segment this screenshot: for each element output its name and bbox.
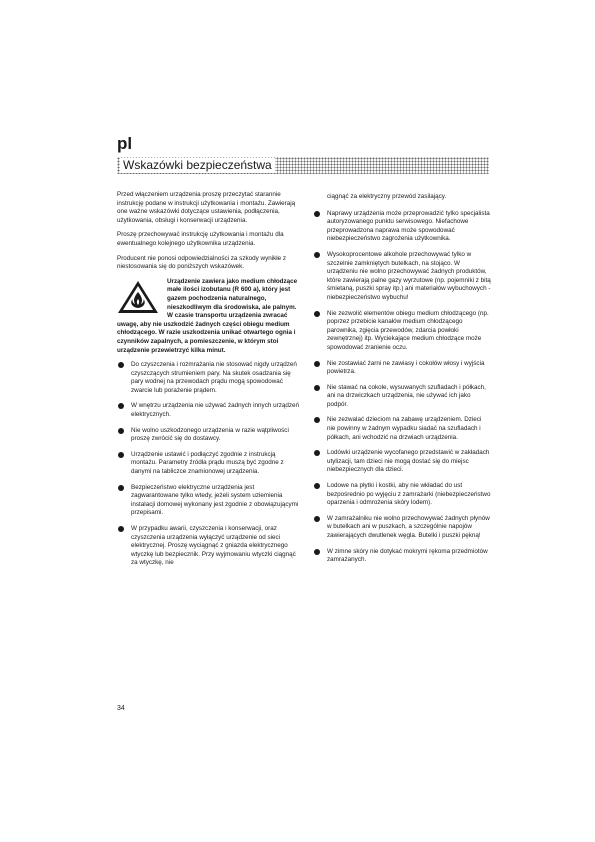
flame-warning-triangle-icon (117, 280, 159, 314)
list-item: Do czyszczenia i rozmrażania nie stosować nigdy urządzeń czyszczących strumieniem pary. Na skutek osadzania się pary wodnej na przewodach prądu mogą spowodować zwarcie lub porażenie prądem. (117, 361, 302, 395)
warning-text: Urządzenie zawiera jako medium chłodzące małe ilości izobutanu (R 600 a), który jest gazem pochodzenia naturalnego, nieszkodliwym dla środowiska, ale palnym. W czasie transportu urządzenia zwracać uwagę, aby nie uszkodzić żadnych części obiegu medium chłodzącego. W razie uszkodzenia unikać otwartego ognia i czynników zapalnych, a pomieszczenie, w którym stoi urządzenie przewietrzyć kilka minut. (117, 277, 298, 354)
section-banner (117, 157, 489, 174)
bullet-dot (314, 516, 320, 522)
intro-paragraph-1: Przed włączeniem urządzenia proszę przeczytać starannie instrukcję podane w instrukcji użytkowania i montażu. Zawierają one ważne wskazówki dotyczące ustawienia, podłączenia, użytkowania, obsługi i konserwacji urządzenia. (117, 191, 296, 224)
list-item: Nie stawać na cokole, wysuwanych szufladach i półkach, ani na drzwiczkach urządzenia, nie używać ich jako podpór. (313, 384, 491, 410)
list-item: Bezpieczeństwo elektryczne urządzenia jest zagwarantowane tylko wtedy, jeżeli system uziemienia instalacji domowej wykonany jest zgodnie z obowiązującymi przepisami. (117, 484, 302, 518)
bullet-dot (314, 549, 320, 555)
bullet-dot (314, 417, 320, 423)
list-item: Urządzenie ustawić i podłączyć zgodnie z instrukcją montażu. Parametry źródła prądu muszą być zgodne z danymi na tabliczce znamionowej urządzenia. (117, 451, 302, 477)
list-item: Nie wolno uszkodzonego urządzenia w razie wątpliwości proszę zwrócić się do dostawcy. (117, 427, 302, 444)
intro-paragraph-2: Proszę przechowywać instrukcję użytkowania i montażu dla ewentualnego kolejnego użytkownika urządzenia. (117, 231, 284, 247)
right-column (313, 193, 491, 572)
list-item: W zimne skóry nie dotykać mokrymi rękoma przedmiotów zamrażanych. (313, 548, 491, 565)
left-bullet-list (117, 361, 302, 568)
list-item: Nie zezwolić elementów obiegu medium chłodzącego (np. poprzez przebicie kanałów medium chłodzącego parownika, zgięcia przewodów, zdarcia powłoki zewnętrznej) itp. Wyciekające medium chłodzące może spowodować zranienie oczu. (313, 310, 491, 353)
continued-text: ciągnąć za elektryczny przewód zasilający. (327, 193, 447, 200)
list-item: Lodówki urządzenie wycofanego przedstawić w zakładach utylizacji, tam dzieci nie mogą dostać się do miejsc niebezpiecznych dla dzieci. (313, 449, 491, 475)
bullet-dot (118, 452, 124, 458)
bullet-dot (118, 428, 124, 434)
bullet-dot (314, 311, 320, 317)
list-item: Lodowe na płytki i kostki, aby nie wkładać do ust bezpośrednio po wyjęciu z zamrażarki (niebezpieczeństwo oparzenia i odmrożenia skóry lodem). (313, 482, 491, 508)
list-item: Nie zostawiać żarni ne zawiasy i cokołów włosy i wyjścia powietrza. (313, 360, 491, 377)
list-item: Nie zezwalać dzieciom na zabawę urządzeniem. Dzieci nie powinny w żadnym wypadku siadać na szufladach i półkach, ani wchodzić na drzwiach urządzenia. (313, 416, 491, 442)
bullet-dot (118, 485, 124, 491)
list-item: Wysokoprocentowe alkohole przechowywać tylko w szczelnie zamkniętych butelkach, na stojąco. W urządzeniu nie wolno przechowywać żadnych produktów, które zawierają palne gazy wyrzutowe (np. pojemniki z bitą śmietaną, puszki spray itp.) ani materiałów wybuchowych - niebezpieczeństwo wybuchu! (313, 251, 491, 303)
list-item: Naprawy urządzenia może przeprowadzić tylko specjalista autoryzowanego punktu serwisowego. Niefachowe przeprowadzona naprawa może spowodować niebezpieczeństwo zagrożenia użytkownika. (313, 210, 491, 244)
bullet-dot (314, 385, 320, 391)
bullet-dot (118, 362, 124, 368)
bullet-dot (314, 450, 320, 456)
page-number: 34 (117, 705, 125, 712)
bullet-dot (314, 361, 320, 367)
language-code: pl (117, 134, 133, 153)
bullet-dot (118, 403, 124, 409)
bullet-dot (118, 526, 124, 532)
right-bullet-list (313, 210, 491, 565)
intro-paragraph-3: Producent nie ponosi odpowiedzialności za szkody wynikłe z niestosowania się do poniższych wskazówek. (117, 254, 287, 271)
list-item: W wnętrzu urządzenia nie używać żadnych innych urządzeń elektrycznych. (117, 402, 302, 419)
flammable-warning (117, 278, 302, 355)
list-item: W zamrażalniku nie wolno przechowywać żadnych płynów w butelkach ani w puszkach, a szczególnie napojów zawierających dwutlenek węgla. Butelki i puszki pękną! (313, 515, 491, 541)
section-title: Wskazówki bezpieczeństwa (120, 158, 275, 173)
bullet-dot (314, 483, 320, 489)
list-item: W przypadku awarii, czyszczenia i konserwacji, oraz czyszczenia urządzenia wyłączyć urządzenie od sieci elektrycznej. Proszę wyciągnąć z gniazda elektrycznego wtyczkę lub bezpiecznik. Przy wyjmowaniu wtyczki ciągnąć za wtyczkę, nie (117, 525, 302, 568)
bullet-dot (314, 252, 320, 258)
bullet-dot (314, 211, 320, 217)
left-column (117, 191, 302, 575)
